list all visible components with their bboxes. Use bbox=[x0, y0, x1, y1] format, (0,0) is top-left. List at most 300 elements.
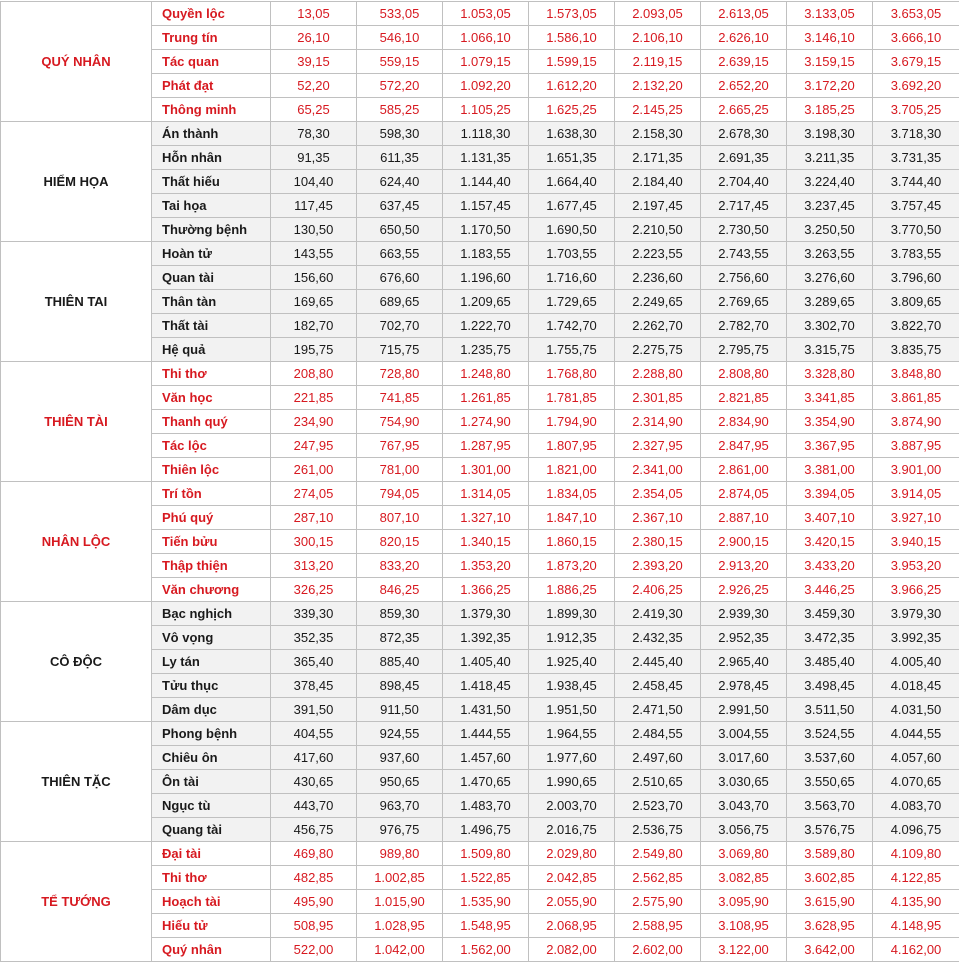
value-cell: 117,45 bbox=[271, 194, 357, 218]
value-cell: 261,00 bbox=[271, 458, 357, 482]
value-cell: 2.626,10 bbox=[701, 26, 787, 50]
value-cell: 3.043,70 bbox=[701, 794, 787, 818]
value-cell: 1.392,35 bbox=[443, 626, 529, 650]
group-label: THIÊN TÀI bbox=[1, 362, 152, 482]
value-cell: 1.483,70 bbox=[443, 794, 529, 818]
value-cell: 1.261,85 bbox=[443, 386, 529, 410]
row-name: Hệ quả bbox=[152, 338, 271, 362]
value-cell: 1.794,90 bbox=[529, 410, 615, 434]
value-cell: 3.250,50 bbox=[787, 218, 873, 242]
value-cell: 989,80 bbox=[357, 842, 443, 866]
value-cell: 2.275,75 bbox=[615, 338, 701, 362]
table-row bbox=[1, 722, 959, 746]
row-name: Thiên lộc bbox=[152, 458, 271, 482]
value-cell: 4.005,40 bbox=[873, 650, 959, 674]
value-cell: 13,05 bbox=[271, 2, 357, 26]
value-cell: 3.095,90 bbox=[701, 890, 787, 914]
value-cell: 2.861,00 bbox=[701, 458, 787, 482]
value-cell: 1.781,85 bbox=[529, 386, 615, 410]
table-row bbox=[1, 2, 959, 26]
row-name: Văn chương bbox=[152, 578, 271, 602]
value-cell: 663,55 bbox=[357, 242, 443, 266]
value-cell: 1.834,05 bbox=[529, 482, 615, 506]
value-cell: 234,90 bbox=[271, 410, 357, 434]
value-cell: 378,45 bbox=[271, 674, 357, 698]
value-cell: 2.510,65 bbox=[615, 770, 701, 794]
row-name: Thông minh bbox=[152, 98, 271, 122]
value-cell: 2.874,05 bbox=[701, 482, 787, 506]
value-cell: 911,50 bbox=[357, 698, 443, 722]
value-cell: 1.977,60 bbox=[529, 746, 615, 770]
value-cell: 3.198,30 bbox=[787, 122, 873, 146]
value-cell: 754,90 bbox=[357, 410, 443, 434]
value-cell: 3.861,85 bbox=[873, 386, 959, 410]
value-cell: 143,55 bbox=[271, 242, 357, 266]
value-cell: 3.485,40 bbox=[787, 650, 873, 674]
value-cell: 4.031,50 bbox=[873, 698, 959, 722]
value-cell: 3.030,65 bbox=[701, 770, 787, 794]
value-cell: 1.053,05 bbox=[443, 2, 529, 26]
row-name: Bạc nghịch bbox=[152, 602, 271, 626]
value-cell: 572,20 bbox=[357, 74, 443, 98]
row-name: Thanh quý bbox=[152, 410, 271, 434]
value-cell: 2.847,95 bbox=[701, 434, 787, 458]
value-cell: 3.692,20 bbox=[873, 74, 959, 98]
group-label: THIÊN TẶC bbox=[1, 722, 152, 842]
value-cell: 1.951,50 bbox=[529, 698, 615, 722]
value-cell: 1.548,95 bbox=[443, 914, 529, 938]
value-cell: 1.015,90 bbox=[357, 890, 443, 914]
value-cell: 3.979,30 bbox=[873, 602, 959, 626]
value-cell: 2.965,40 bbox=[701, 650, 787, 674]
value-cell: 1.990,65 bbox=[529, 770, 615, 794]
value-cell: 3.524,55 bbox=[787, 722, 873, 746]
row-name: Án thành bbox=[152, 122, 271, 146]
value-cell: 2.016,75 bbox=[529, 818, 615, 842]
value-cell: 1.899,30 bbox=[529, 602, 615, 626]
value-cell: 417,60 bbox=[271, 746, 357, 770]
value-cell: 3.848,80 bbox=[873, 362, 959, 386]
value-cell: 924,55 bbox=[357, 722, 443, 746]
value-cell: 3.133,05 bbox=[787, 2, 873, 26]
row-name: Phong bệnh bbox=[152, 722, 271, 746]
value-cell: 3.394,05 bbox=[787, 482, 873, 506]
value-cell: 3.887,95 bbox=[873, 434, 959, 458]
value-cell: 182,70 bbox=[271, 314, 357, 338]
table-row bbox=[1, 602, 959, 626]
value-cell: 1.457,60 bbox=[443, 746, 529, 770]
row-name: Văn học bbox=[152, 386, 271, 410]
value-cell: 3.914,05 bbox=[873, 482, 959, 506]
value-cell: 3.642,00 bbox=[787, 938, 873, 962]
value-cell: 3.122,00 bbox=[701, 938, 787, 962]
value-cell: 846,25 bbox=[357, 578, 443, 602]
value-cell: 3.796,60 bbox=[873, 266, 959, 290]
value-cell: 1.599,15 bbox=[529, 50, 615, 74]
value-cell: 1.755,75 bbox=[529, 338, 615, 362]
group-label: THIÊN TAI bbox=[1, 242, 152, 362]
value-cell: 2.602,00 bbox=[615, 938, 701, 962]
value-cell: 676,60 bbox=[357, 266, 443, 290]
value-cell: 1.118,30 bbox=[443, 122, 529, 146]
row-name: Trung tín bbox=[152, 26, 271, 50]
value-cell: 3.835,75 bbox=[873, 338, 959, 362]
value-cell: 3.108,95 bbox=[701, 914, 787, 938]
value-cell: 2.782,70 bbox=[701, 314, 787, 338]
value-cell: 533,05 bbox=[357, 2, 443, 26]
value-cell: 3.550,65 bbox=[787, 770, 873, 794]
value-cell: 4.148,95 bbox=[873, 914, 959, 938]
value-cell: 3.289,65 bbox=[787, 290, 873, 314]
value-cell: 2.978,45 bbox=[701, 674, 787, 698]
value-cell: 2.119,15 bbox=[615, 50, 701, 74]
value-cell: 2.808,80 bbox=[701, 362, 787, 386]
value-cell: 2.821,85 bbox=[701, 386, 787, 410]
value-cell: 2.458,45 bbox=[615, 674, 701, 698]
row-name: Dâm dục bbox=[152, 698, 271, 722]
value-cell: 2.743,55 bbox=[701, 242, 787, 266]
row-name: Hoạch tài bbox=[152, 890, 271, 914]
value-cell: 2.082,00 bbox=[529, 938, 615, 962]
value-cell: 833,20 bbox=[357, 554, 443, 578]
value-cell: 2.210,50 bbox=[615, 218, 701, 242]
value-cell: 3.341,85 bbox=[787, 386, 873, 410]
value-cell: 221,85 bbox=[271, 386, 357, 410]
value-cell: 326,25 bbox=[271, 578, 357, 602]
value-cell: 2.691,35 bbox=[701, 146, 787, 170]
value-cell: 65,25 bbox=[271, 98, 357, 122]
row-name: Thập thiện bbox=[152, 554, 271, 578]
value-cell: 3.718,30 bbox=[873, 122, 959, 146]
value-cell: 404,55 bbox=[271, 722, 357, 746]
value-cell: 1.248,80 bbox=[443, 362, 529, 386]
value-cell: 1.287,95 bbox=[443, 434, 529, 458]
value-cell: 3.459,30 bbox=[787, 602, 873, 626]
row-name: Ngục tù bbox=[152, 794, 271, 818]
value-cell: 3.705,25 bbox=[873, 98, 959, 122]
value-cell: 3.666,10 bbox=[873, 26, 959, 50]
value-cell: 3.901,00 bbox=[873, 458, 959, 482]
value-cell: 1.847,10 bbox=[529, 506, 615, 530]
value-cell: 1.625,25 bbox=[529, 98, 615, 122]
value-cell: 1.470,65 bbox=[443, 770, 529, 794]
row-name: Thất tài bbox=[152, 314, 271, 338]
value-cell: 2.562,85 bbox=[615, 866, 701, 890]
value-cell: 3.302,70 bbox=[787, 314, 873, 338]
value-cell: 2.588,95 bbox=[615, 914, 701, 938]
value-cell: 3.472,35 bbox=[787, 626, 873, 650]
value-cell: 443,70 bbox=[271, 794, 357, 818]
value-cell: 2.445,40 bbox=[615, 650, 701, 674]
value-cell: 715,75 bbox=[357, 338, 443, 362]
value-cell: 728,80 bbox=[357, 362, 443, 386]
value-cell: 2.197,45 bbox=[615, 194, 701, 218]
value-cell: 1.742,70 bbox=[529, 314, 615, 338]
value-cell: 4.044,55 bbox=[873, 722, 959, 746]
value-cell: 2.145,25 bbox=[615, 98, 701, 122]
value-cell: 2.717,45 bbox=[701, 194, 787, 218]
value-cell: 2.288,80 bbox=[615, 362, 701, 386]
value-cell: 559,15 bbox=[357, 50, 443, 74]
value-cell: 2.834,90 bbox=[701, 410, 787, 434]
row-name: Trí tồn bbox=[152, 482, 271, 506]
group-label: QUÝ NHÂN bbox=[1, 2, 152, 122]
value-cell: 1.157,45 bbox=[443, 194, 529, 218]
value-cell: 208,80 bbox=[271, 362, 357, 386]
value-cell: 585,25 bbox=[357, 98, 443, 122]
table-row bbox=[1, 122, 959, 146]
value-cell: 26,10 bbox=[271, 26, 357, 50]
value-cell: 3.874,90 bbox=[873, 410, 959, 434]
value-cell: 1.196,60 bbox=[443, 266, 529, 290]
value-cell: 1.638,30 bbox=[529, 122, 615, 146]
value-cell: 2.549,80 bbox=[615, 842, 701, 866]
value-cell: 1.873,20 bbox=[529, 554, 615, 578]
group-label: NHÂN LỘC bbox=[1, 482, 152, 602]
value-cell: 2.432,35 bbox=[615, 626, 701, 650]
row-name: Thân tàn bbox=[152, 290, 271, 314]
value-cell: 2.575,90 bbox=[615, 890, 701, 914]
row-name: Quyền lộc bbox=[152, 2, 271, 26]
table-row bbox=[1, 242, 959, 266]
value-cell: 247,95 bbox=[271, 434, 357, 458]
value-cell: 495,90 bbox=[271, 890, 357, 914]
value-cell: 3.940,15 bbox=[873, 530, 959, 554]
value-cell: 4.083,70 bbox=[873, 794, 959, 818]
value-cell: 1.235,75 bbox=[443, 338, 529, 362]
value-cell: 1.768,80 bbox=[529, 362, 615, 386]
row-name: Tiến bửu bbox=[152, 530, 271, 554]
value-cell: 2.652,20 bbox=[701, 74, 787, 98]
value-cell: 3.757,45 bbox=[873, 194, 959, 218]
value-cell: 3.615,90 bbox=[787, 890, 873, 914]
row-name: Thi thơ bbox=[152, 362, 271, 386]
value-cell: 1.405,40 bbox=[443, 650, 529, 674]
row-name: Quan tài bbox=[152, 266, 271, 290]
value-cell: 2.393,20 bbox=[615, 554, 701, 578]
value-cell: 365,40 bbox=[271, 650, 357, 674]
value-cell: 2.991,50 bbox=[701, 698, 787, 722]
row-name: Hỗn nhân bbox=[152, 146, 271, 170]
value-cell: 3.589,80 bbox=[787, 842, 873, 866]
value-cell: 1.651,35 bbox=[529, 146, 615, 170]
value-cell: 898,45 bbox=[357, 674, 443, 698]
value-cell: 1.586,10 bbox=[529, 26, 615, 50]
row-name: Tai họa bbox=[152, 194, 271, 218]
value-cell: 3.744,40 bbox=[873, 170, 959, 194]
value-cell: 2.795,75 bbox=[701, 338, 787, 362]
value-cell: 767,95 bbox=[357, 434, 443, 458]
value-cell: 3.433,20 bbox=[787, 554, 873, 578]
value-cell: 4.018,45 bbox=[873, 674, 959, 698]
value-cell: 3.992,35 bbox=[873, 626, 959, 650]
value-cell: 794,05 bbox=[357, 482, 443, 506]
row-name: Thất hiếu bbox=[152, 170, 271, 194]
value-cell: 950,65 bbox=[357, 770, 443, 794]
value-cell: 807,10 bbox=[357, 506, 443, 530]
table-body bbox=[1, 2, 959, 962]
value-cell: 2.536,75 bbox=[615, 818, 701, 842]
value-cell: 339,30 bbox=[271, 602, 357, 626]
value-cell: 3.185,25 bbox=[787, 98, 873, 122]
value-cell: 1.327,10 bbox=[443, 506, 529, 530]
value-cell: 2.341,00 bbox=[615, 458, 701, 482]
value-cell: 1.860,15 bbox=[529, 530, 615, 554]
value-cell: 3.420,15 bbox=[787, 530, 873, 554]
value-cell: 872,35 bbox=[357, 626, 443, 650]
value-cell: 39,15 bbox=[271, 50, 357, 74]
value-cell: 3.276,60 bbox=[787, 266, 873, 290]
value-cell: 1.690,50 bbox=[529, 218, 615, 242]
table-row bbox=[1, 362, 959, 386]
value-cell: 4.096,75 bbox=[873, 818, 959, 842]
value-cell: 287,10 bbox=[271, 506, 357, 530]
value-cell: 2.704,40 bbox=[701, 170, 787, 194]
row-name: Hoàn tử bbox=[152, 242, 271, 266]
value-cell: 2.223,55 bbox=[615, 242, 701, 266]
value-cell: 3.082,85 bbox=[701, 866, 787, 890]
value-cell: 1.079,15 bbox=[443, 50, 529, 74]
value-cell: 2.730,50 bbox=[701, 218, 787, 242]
value-cell: 937,60 bbox=[357, 746, 443, 770]
value-cell: 1.807,95 bbox=[529, 434, 615, 458]
value-cell: 2.665,25 bbox=[701, 98, 787, 122]
value-cell: 2.354,05 bbox=[615, 482, 701, 506]
value-cell: 1.042,00 bbox=[357, 938, 443, 962]
value-cell: 1.301,00 bbox=[443, 458, 529, 482]
row-name: Quý nhân bbox=[152, 938, 271, 962]
value-cell: 1.314,05 bbox=[443, 482, 529, 506]
row-name: Tửu thục bbox=[152, 674, 271, 698]
value-cell: 1.522,85 bbox=[443, 866, 529, 890]
value-cell: 2.406,25 bbox=[615, 578, 701, 602]
value-cell: 3.511,50 bbox=[787, 698, 873, 722]
value-cell: 2.327,95 bbox=[615, 434, 701, 458]
row-name: Ly tán bbox=[152, 650, 271, 674]
value-cell: 1.418,45 bbox=[443, 674, 529, 698]
value-cell: 2.132,20 bbox=[615, 74, 701, 98]
value-cell: 859,30 bbox=[357, 602, 443, 626]
row-name: Tác quan bbox=[152, 50, 271, 74]
value-cell: 1.170,50 bbox=[443, 218, 529, 242]
value-cell: 702,70 bbox=[357, 314, 443, 338]
value-cell: 1.612,20 bbox=[529, 74, 615, 98]
measurement-table bbox=[0, 1, 959, 962]
value-cell: 78,30 bbox=[271, 122, 357, 146]
row-name: Quang tài bbox=[152, 818, 271, 842]
value-cell: 2.523,70 bbox=[615, 794, 701, 818]
value-cell: 2.184,40 bbox=[615, 170, 701, 194]
value-cell: 1.353,20 bbox=[443, 554, 529, 578]
value-cell: 1.444,55 bbox=[443, 722, 529, 746]
value-cell: 3.953,20 bbox=[873, 554, 959, 578]
value-cell: 546,10 bbox=[357, 26, 443, 50]
value-cell: 1.716,60 bbox=[529, 266, 615, 290]
value-cell: 1.496,75 bbox=[443, 818, 529, 842]
value-cell: 3.563,70 bbox=[787, 794, 873, 818]
value-cell: 1.340,15 bbox=[443, 530, 529, 554]
value-cell: 885,40 bbox=[357, 650, 443, 674]
value-cell: 3.004,55 bbox=[701, 722, 787, 746]
value-cell: 1.028,95 bbox=[357, 914, 443, 938]
value-cell: 508,95 bbox=[271, 914, 357, 938]
value-cell: 3.653,05 bbox=[873, 2, 959, 26]
value-cell: 3.172,20 bbox=[787, 74, 873, 98]
value-cell: 598,30 bbox=[357, 122, 443, 146]
value-cell: 169,65 bbox=[271, 290, 357, 314]
value-cell: 2.484,55 bbox=[615, 722, 701, 746]
value-cell: 3.069,80 bbox=[701, 842, 787, 866]
value-cell: 1.664,40 bbox=[529, 170, 615, 194]
group-label: TỂ TƯỚNG bbox=[1, 842, 152, 962]
value-cell: 2.262,70 bbox=[615, 314, 701, 338]
value-cell: 3.628,95 bbox=[787, 914, 873, 938]
value-cell: 2.003,70 bbox=[529, 794, 615, 818]
value-cell: 2.939,30 bbox=[701, 602, 787, 626]
value-cell: 391,50 bbox=[271, 698, 357, 722]
value-cell: 2.093,05 bbox=[615, 2, 701, 26]
value-cell: 1.912,35 bbox=[529, 626, 615, 650]
value-cell: 2.314,90 bbox=[615, 410, 701, 434]
value-cell: 1.431,50 bbox=[443, 698, 529, 722]
value-cell: 274,05 bbox=[271, 482, 357, 506]
value-cell: 1.209,65 bbox=[443, 290, 529, 314]
value-cell: 2.913,20 bbox=[701, 554, 787, 578]
value-cell: 1.821,00 bbox=[529, 458, 615, 482]
value-cell: 1.222,70 bbox=[443, 314, 529, 338]
value-cell: 1.703,55 bbox=[529, 242, 615, 266]
value-cell: 820,15 bbox=[357, 530, 443, 554]
value-cell: 2.497,60 bbox=[615, 746, 701, 770]
value-cell: 1.105,25 bbox=[443, 98, 529, 122]
value-cell: 2.380,15 bbox=[615, 530, 701, 554]
value-cell: 1.509,80 bbox=[443, 842, 529, 866]
value-cell: 1.964,55 bbox=[529, 722, 615, 746]
value-cell: 4.135,90 bbox=[873, 890, 959, 914]
value-cell: 3.211,35 bbox=[787, 146, 873, 170]
value-cell: 2.042,85 bbox=[529, 866, 615, 890]
value-cell: 522,00 bbox=[271, 938, 357, 962]
value-cell: 3.407,10 bbox=[787, 506, 873, 530]
value-cell: 1.379,30 bbox=[443, 602, 529, 626]
value-cell: 1.183,55 bbox=[443, 242, 529, 266]
value-cell: 91,35 bbox=[271, 146, 357, 170]
value-cell: 3.056,75 bbox=[701, 818, 787, 842]
value-cell: 1.562,00 bbox=[443, 938, 529, 962]
value-cell: 781,00 bbox=[357, 458, 443, 482]
value-cell: 1.573,05 bbox=[529, 2, 615, 26]
value-cell: 963,70 bbox=[357, 794, 443, 818]
value-cell: 1.131,35 bbox=[443, 146, 529, 170]
value-cell: 2.249,65 bbox=[615, 290, 701, 314]
value-cell: 1.002,85 bbox=[357, 866, 443, 890]
row-name: Thi thơ bbox=[152, 866, 271, 890]
value-cell: 689,65 bbox=[357, 290, 443, 314]
value-cell: 1.274,90 bbox=[443, 410, 529, 434]
value-cell: 352,35 bbox=[271, 626, 357, 650]
value-cell: 469,80 bbox=[271, 842, 357, 866]
row-name: Tác lộc bbox=[152, 434, 271, 458]
row-name: Phú quý bbox=[152, 506, 271, 530]
value-cell: 2.887,10 bbox=[701, 506, 787, 530]
value-cell: 1.938,45 bbox=[529, 674, 615, 698]
value-cell: 1.535,90 bbox=[443, 890, 529, 914]
value-cell: 1.729,65 bbox=[529, 290, 615, 314]
value-cell: 195,75 bbox=[271, 338, 357, 362]
value-cell: 3.159,15 bbox=[787, 50, 873, 74]
value-cell: 3.146,10 bbox=[787, 26, 873, 50]
value-cell: 2.613,05 bbox=[701, 2, 787, 26]
